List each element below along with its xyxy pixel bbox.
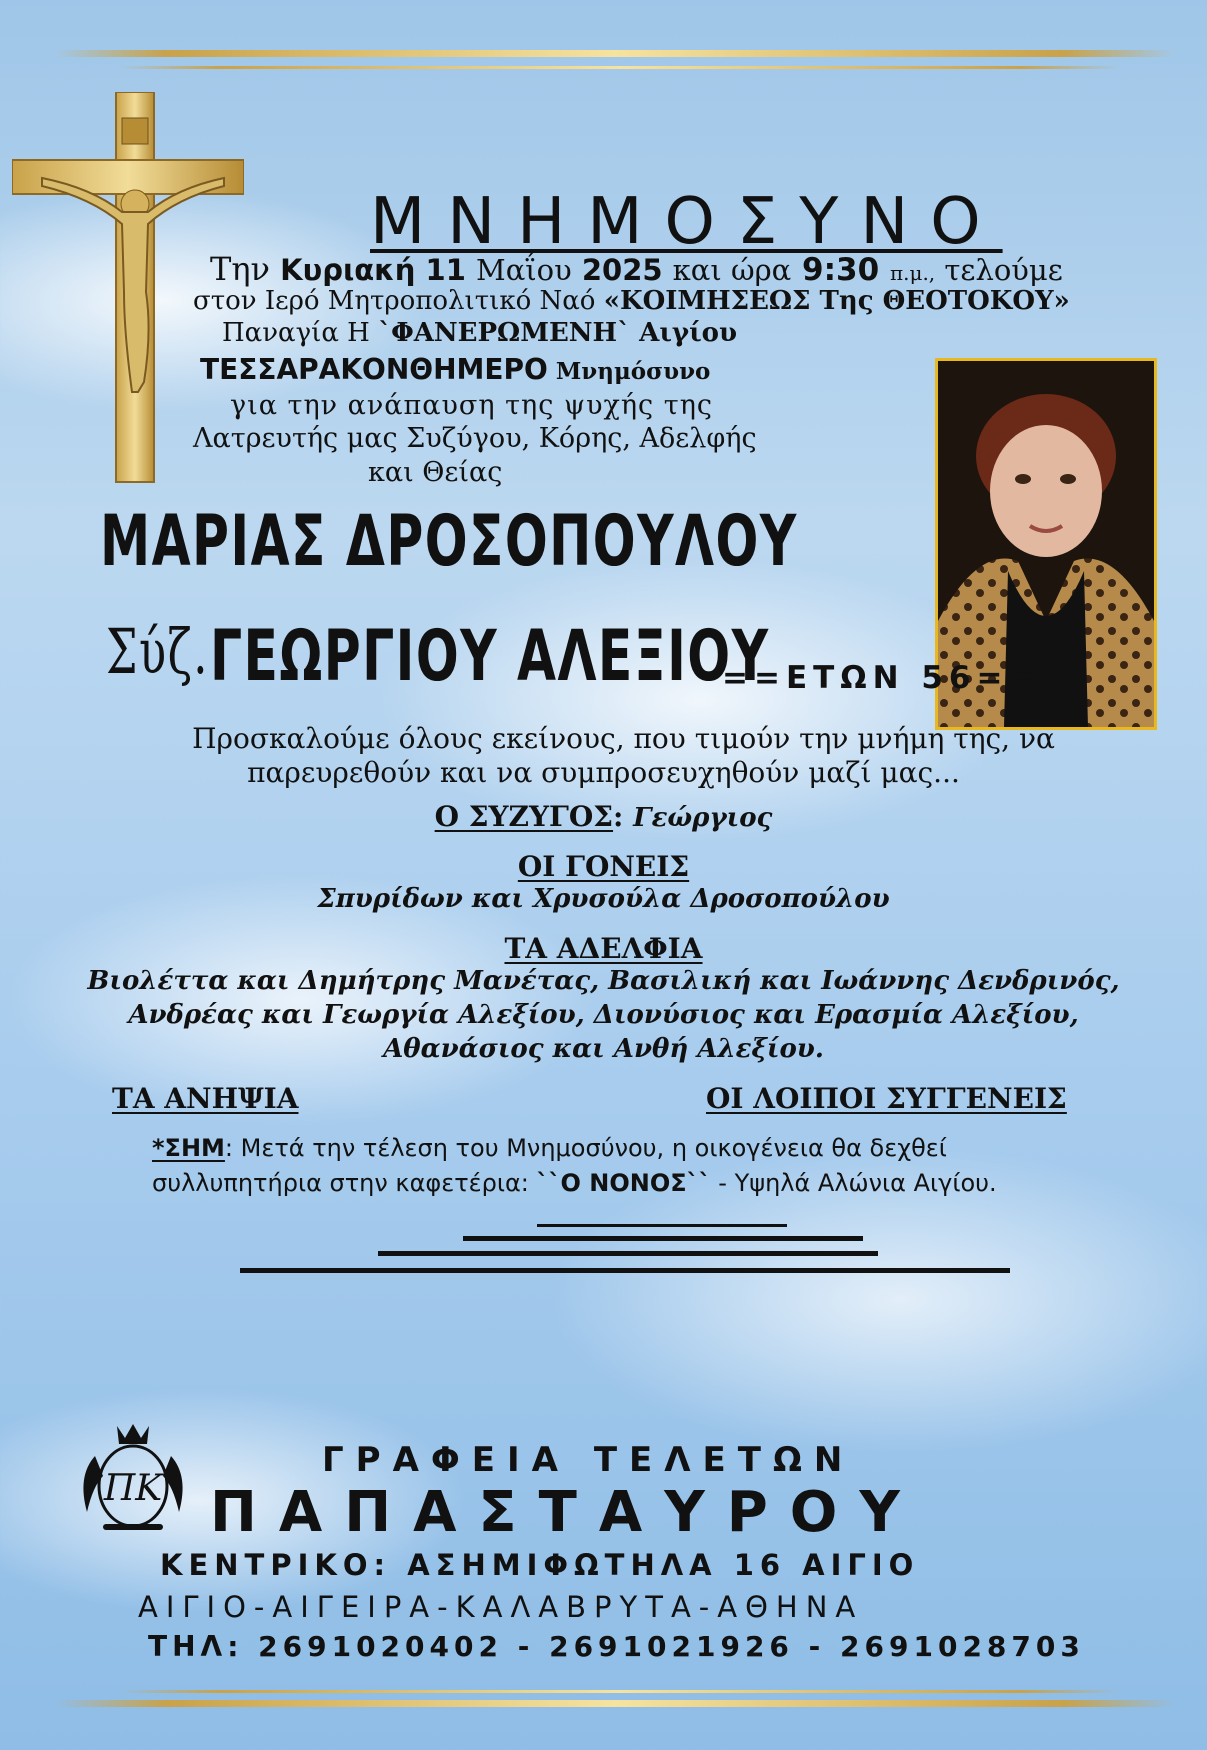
note-line-1: *ΣΗΜ: Μετά την τέλεση του Μνημοσύνου, η οικογένεια θα δεχθεί [152, 1134, 947, 1162]
church-line: στον Ιερό Μητροπολιτικό Ναό «ΚΟΙΜΗΣΕΩΣ Της ΘΕΟΤΟΚΟΥ» [193, 286, 1070, 316]
phone-numbers: ΤΗΛ: 2691020402 - 2691021926 - 2691028703 [148, 1630, 1085, 1663]
age-label: ==ΕΤΩΝ 56== [722, 660, 1041, 696]
divider-bar-4 [240, 1268, 1010, 1273]
central-address: ΚΕΝΤΡΙΚΟ: ΑΣΗΜΙΦΩΤΗΛΑ 16 ΑΙΓΙΟ [160, 1548, 920, 1582]
service-date-line: Την Κυριακή 11 Μαΐου 2025 και ώρα 9:30 π.μ., τελούμε [210, 250, 1063, 288]
funeral-office-name: ΠΑΠΑΣΤΑΥΡΟΥ [210, 1480, 922, 1545]
deceased-name: ΜΑΡΙΑΣ ΔΡΟΣΟΠΟΥΛΟΥ [100, 500, 798, 582]
soul-rest-line: για την ανάπαυση της ψυχής της [230, 390, 713, 421]
spouse-name: ΓΕΩΡΓΙΟΥ ΑΛΕΞΙΟΥ [210, 615, 770, 697]
spouse-prefix: Σύζ. [106, 615, 209, 688]
relatives-label: ΟΙ ΛΟΙΠΟΙ ΣΥΓΓΕΝΕΙΣ [706, 1082, 1067, 1115]
branch-cities: ΑΙΓΙΟ-ΑΙΓΕΙΡΑ-ΚΑΛΑΒΡΥΤΑ-ΑΘΗΝΑ [138, 1590, 864, 1624]
logo-monogram: ΠΚ [103, 1468, 163, 1509]
funeral-home-logo [73, 1416, 193, 1536]
siblings-line-2: Ανδρέας και Γεωργία Αλεξίου, Διονύσιος και Ερασμία Αλεξίου, [128, 1000, 1079, 1030]
memorial-type-line: ΤΕΣΣΑΡΑΚΟΝΘΗΜΕΡΟ Μνημόσυνο [200, 353, 711, 386]
top-gold-line-thin [120, 66, 1120, 69]
bottom-gold-line-thin [120, 1690, 1120, 1693]
parents-names: Σπυρίδων και Χρυσούλα Δροσοπούλου [317, 884, 890, 914]
divider-bar-3 [378, 1251, 878, 1256]
divider-bar-2 [463, 1236, 863, 1241]
divider-bar-1 [537, 1224, 787, 1227]
invitation-line-2: παρευρεθούν και να συμπροσευχηθούν μαζί μας... [247, 756, 960, 789]
siblings-line-3: Αθανάσιος και Ανθή Αλεξίου. [383, 1034, 824, 1064]
note-line-2: συλλυπητήρια στην καφετέρια: ``Ο ΝΟΝΟΣ`` - Υψηλά Αλώνια Αιγίου. [152, 1169, 997, 1197]
page-title: ΜΝΗΜΟΣΥΝΟ [370, 185, 1003, 259]
parents-label: ΟΙ ΓΟΝΕΙΣ [517, 850, 690, 883]
husband-line: Ο ΣΥΖΥΓΟΣ: Γεώργιος [434, 800, 773, 833]
nephews-label: ΤΑ ΑΝΗΨΙΑ [112, 1082, 299, 1115]
top-gold-line [55, 50, 1175, 57]
panagia-line: Παναγία Η `ΦΑΝΕΡΩΜΕΝΗ` Αιγίου [222, 318, 738, 348]
siblings-label: ΤΑ ΑΔΕΛΦΙΑ [504, 932, 703, 965]
bottom-gold-line [55, 1700, 1175, 1707]
relations-line: Λατρευτής μας Συζύγου, Κόρης, Αδελφής [193, 423, 757, 454]
aunt-line: και Θείας [368, 457, 503, 488]
siblings-line-1: Βιολέττα και Δημήτρης Μανέτας, Βασιλική και Ιωάννης Δενδρινός, [87, 966, 1120, 996]
funeral-office-label: ΓΡΑΦΕΙΑ ΤΕΛΕΤΩΝ [322, 1440, 855, 1480]
invitation-line-1: Προσκαλούμε όλους εκείνους, που τιμούν την μνήμη της, να [192, 722, 1055, 755]
